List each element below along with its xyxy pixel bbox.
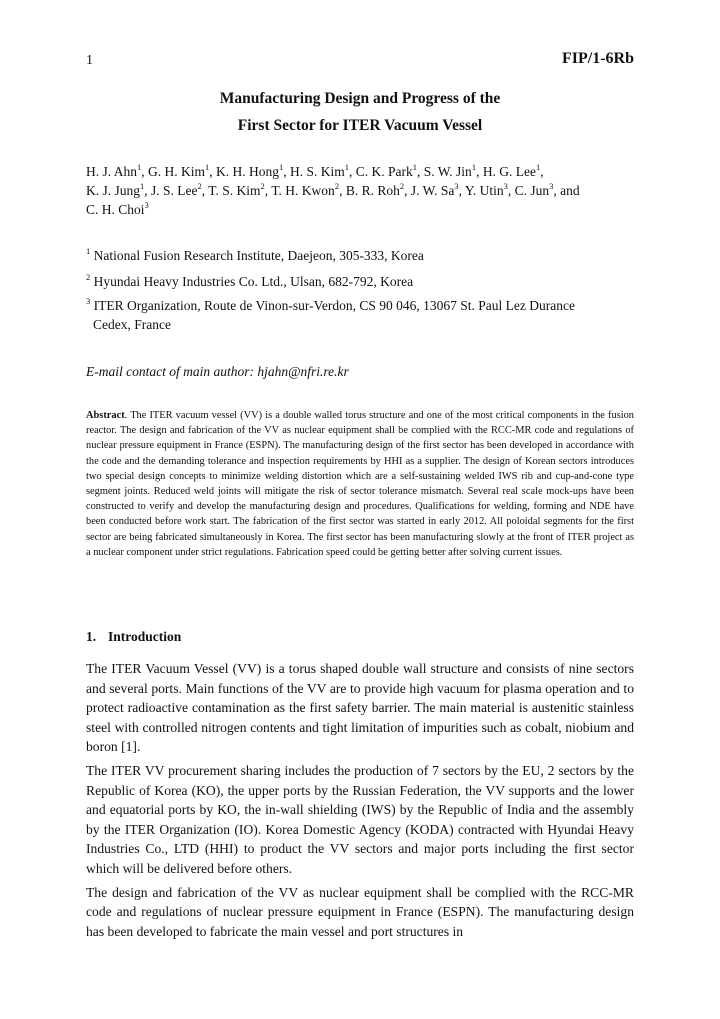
author-name: H. G. Lee [482,164,537,179]
author-affiliation-mark: 2 [399,181,405,191]
section-title: Introduction [108,629,182,644]
author-affiliation-mark: 1 [137,162,142,172]
paper-title-line-1: Manufacturing Design and Progress of the [219,90,501,107]
author-name: H. S. Kim [290,164,345,179]
author-affiliation-mark: 3 [144,200,149,210]
author-name: C. K. Park [355,164,413,179]
author-name: J. S. Lee [151,183,198,198]
author-name: S. W. Jin [423,164,472,179]
paper-title-line-2: First Sector for ITER Vacuum Vessel [237,117,483,134]
author-name: B. R. Roh [345,183,400,198]
author-separator: , [476,164,483,179]
author-name: C. Jun [514,183,550,198]
author-affiliation-mark: 1 [536,162,541,172]
author-name: T. S. Kim [208,183,261,198]
section-body [86,659,634,945]
author-name: T. H. Kwon [271,183,335,198]
affiliation-2-number: 2 [86,272,91,282]
author-name: G. H. Kim [148,164,206,179]
author-separator: , [540,164,544,179]
paper-code: FIP/1-6Rb [562,50,634,67]
author-affiliation-mark: 2 [260,181,265,191]
author-separator: , [141,164,149,179]
author-affiliation-mark: 2 [334,181,340,191]
affiliation-2 [86,272,646,291]
abstract [86,408,634,560]
author-affiliation-mark: 3 [549,181,554,191]
author-name: Y. Utin [464,183,504,198]
author-separator: , [209,164,217,179]
affiliation-3 [86,296,646,334]
contact-email: E-mail contact of main author: hjahn@nfri.re.kr [86,364,349,379]
page-number: 1 [86,53,93,68]
affiliation-3-number: 3 [86,296,91,306]
author-separator: , [349,164,356,179]
author-affiliation-mark: 1 [140,181,145,191]
section-heading [86,629,181,645]
affiliation-1-text: National Fusion Research Institute, Daejeon, 305-333, Korea [93,248,424,263]
paragraph-2: The ITER VV procurement sharing includes the production of 7 sectors by the EU, 2 sectors by the Republic of Korea (KO), the upper ports by the Russian Federation, the VV supports and the lower and equatorial ports by KO, the in-wall shielding (IWS) by the Republic of India and the assembly by the ITER Organization (IO). Korea Domestic Agency (KODA) contracted with Hyundai Heavy Industries Co., LTD (HHI) to product the VV sectors and major ports including the first sector which will be delivered before others. [86,762,634,876]
affiliation-2-text: Hyundai Heavy Industries Co. Ltd., Ulsan, 682-792, Korea [93,274,414,289]
author-name: C. H. Choi [86,202,145,217]
author-separator: , [339,183,346,198]
author-name: K. J. Jung [86,183,141,198]
author-affiliation-mark: 1 [344,162,350,172]
author-affiliation-mark: 3 [454,181,459,191]
author-name: K. H. Hong [216,164,280,179]
author-affiliation-mark: 2 [197,181,202,191]
affiliation-3-text-cont: Cedex, France [93,317,171,332]
affiliation-1 [86,246,646,265]
author-affiliation-mark: 1 [205,162,210,172]
author-separator: , [417,164,424,179]
affiliation-3-text: ITER Organization, Route de Vinon-sur-Verdon, CS 90 046, 13067 St. Paul Lez Durance [93,298,575,313]
author-separator: , [507,183,515,198]
author-separator: , [264,183,272,198]
author-name: J. W. Sa [410,183,455,198]
paragraph-3: The design and fabrication of the VV as nuclear equipment shall be complied with the RCC-MR code and regulations of nuclear pressure equipment in France (ESPN). The manufacturing design has been developed to fabricate the main vessel and port structures in [86,884,634,939]
author-separator: , [201,183,209,198]
paragraph-1: The ITER Vacuum Vessel (VV) is a torus shaped double wall structure and consists of nine sectors and several ports. Main functions of the VV are to provide high vacuum for plasma operation and to protect radioactive contamination as the first safety barrier. The main material is austenitic stainless steel with controlled nitrogen contents and tight limitation of impurities such as cobalt, niobium and boron [1]. [86,661,634,755]
author-list [86,162,646,219]
author-affiliation-mark: 1 [412,162,418,172]
author-separator: , and [553,183,580,198]
section-number: 1. [86,629,97,644]
author-affiliation-mark: 3 [503,181,508,191]
author-affiliation-mark: 1 [279,162,284,172]
author-separator: , [458,183,465,198]
author-separator: , [283,164,291,179]
author-name: H. J. Ahn [86,164,138,179]
abstract-label: Abstract [86,410,125,421]
author-separator: , [144,183,152,198]
affiliation-1-number: 1 [86,246,91,256]
author-separator: , [404,183,411,198]
author-affiliation-mark: 1 [471,162,477,172]
abstract-text: . The ITER vacuum vessel (VV) is a double walled torus structure and one of the most critical components in the fusion reactor. The design and fabrication of the VV as nuclear equipment shall be complied with the RCC-MR code and regulations of nuclear pressure equipment in France (ESPN). The manufacturing design of the first sector has been developed in accordance with the code and the demanding tolerance and inspection requirements by HHI as a supplier. The design of Korean sectors introduces two special design concepts to minimize welding distortion which are a self-sustaining welded IWS rib and cup-and-cone type segment joints. Reduced weld joints will mitigate the risk of sector tolerance mismatch. Several real scale mock-ups have been constructed to verify and develop the manufacturing design and procedures. Qualifications for welding, forming and NDE have been conducted before work start. The fabrication of the first sector was started in early 2012. All poloidal segments for the first sector are being fabricated simultaneously in Korea. The first sector has been manufacturing slowly at the front of ITER project as a nuclear component under strict regulations. Fabrication speed could be getting better after solving current issues. [86,410,634,558]
